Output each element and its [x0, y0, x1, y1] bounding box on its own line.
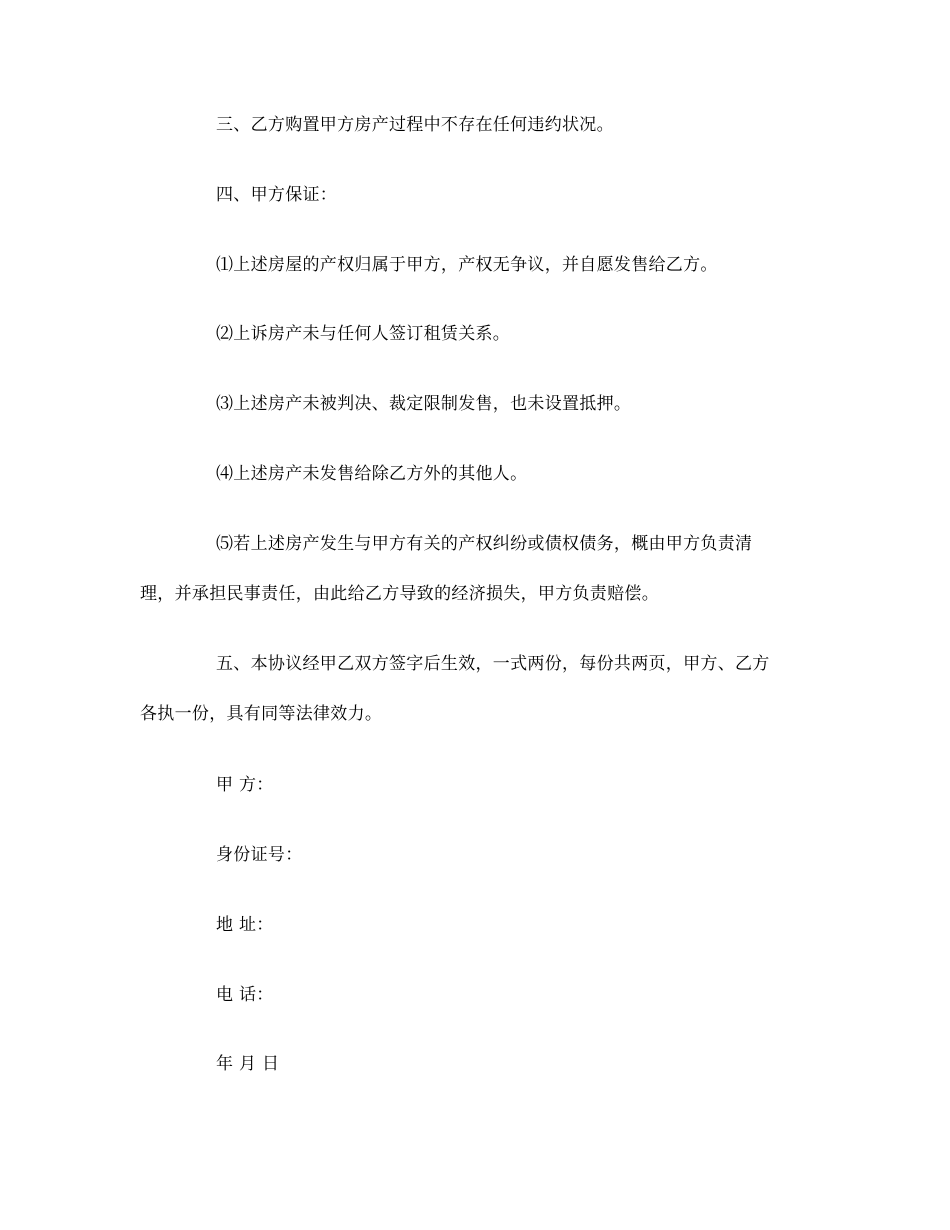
- guarantee-item-3: ⑶上述房产未被判决、裁定限制发售，也未设置抵押。: [216, 394, 632, 414]
- guarantee-item-2: ⑵上诉房产未与任何人签订租赁关系。: [216, 324, 511, 344]
- date-label: 年 月 日: [216, 1054, 280, 1074]
- party-a-label: 甲 方：: [216, 775, 274, 795]
- clause-5-line-1: 五、本协议经甲乙双方签字后生效，一式两份，每份共两页，甲方、乙方: [216, 654, 770, 674]
- guarantee-item-4: ⑷上述房产未发售给除乙方外的其他人。: [216, 464, 528, 484]
- clause-3: 三、乙方购置甲方房产过程中不存在任何违约状况。: [216, 115, 614, 135]
- id-number-label: 身份证号：: [216, 845, 303, 865]
- guarantee-item-5-line-2: 理，并承担民事责任，由此给乙方导致的经济损失，甲方负责赔偿。: [140, 584, 659, 604]
- guarantee-item-1: ⑴上述房屋的产权归属于甲方，产权无争议，并自愿发售给乙方。: [216, 255, 718, 275]
- address-label: 地 址：: [216, 915, 274, 935]
- guarantee-item-5-line-1: ⑸若上述房产发生与甲方有关的产权纠纷或债权债务，概由甲方负责清: [216, 534, 753, 554]
- clause-5-line-2: 各执一份，具有同等法律效力。: [140, 704, 383, 724]
- clause-4-heading: 四、甲方保证：: [216, 185, 338, 205]
- phone-label: 电 话：: [216, 985, 274, 1005]
